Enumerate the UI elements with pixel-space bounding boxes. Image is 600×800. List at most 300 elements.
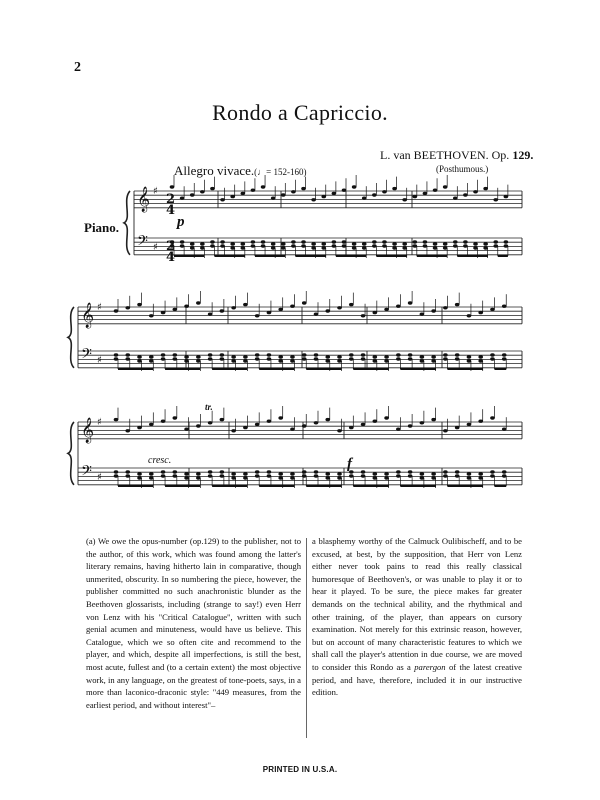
- bass-note: [502, 353, 507, 356]
- bass-note: [396, 474, 401, 477]
- grand-staff-braces: [68, 191, 130, 485]
- treble-note: [373, 420, 378, 423]
- trill-marking: tr.: [205, 402, 213, 412]
- bass-note: [478, 355, 483, 358]
- bass-note: [230, 246, 235, 249]
- bass-note: [455, 353, 460, 356]
- bass-note: [423, 240, 428, 243]
- treble-note: [502, 428, 507, 431]
- treble-note: [243, 426, 248, 429]
- treble-note: [478, 311, 483, 314]
- tempo-text: Allegro vivace.: [174, 163, 255, 178]
- bass-note: [420, 359, 425, 362]
- treble-note: [243, 303, 248, 306]
- bass-note: [325, 476, 330, 479]
- bass-note: [455, 470, 460, 473]
- bass-note: [161, 357, 166, 360]
- bass-note: [384, 476, 389, 479]
- bass-note: [291, 244, 296, 247]
- treble-note: [314, 421, 319, 424]
- bass-note: [220, 474, 225, 477]
- treble-note: [173, 308, 178, 311]
- bass-note: [493, 240, 498, 243]
- page-number: 2: [74, 60, 81, 75]
- bass-note: [302, 474, 307, 477]
- bass-note: [467, 472, 472, 475]
- bass-note: [231, 359, 236, 362]
- bass-note: [314, 474, 319, 477]
- bass-note: [502, 474, 507, 477]
- bass-note: [173, 474, 178, 477]
- bass-note: [137, 359, 142, 362]
- treble-note: [443, 185, 448, 188]
- bass-note: [502, 470, 507, 473]
- bass-note: [231, 472, 236, 475]
- bass-note: [173, 353, 178, 356]
- time-sig-upper-top: 2: [166, 192, 176, 207]
- bass-note: [220, 240, 225, 243]
- instrument-label: Piano.: [84, 220, 120, 235]
- bass-note: [290, 472, 295, 475]
- bass-note: [467, 355, 472, 358]
- treble-note: [332, 192, 337, 195]
- time-signature: [166, 192, 175, 265]
- key-signature-sharp: ♯: [97, 302, 102, 313]
- bass-note: [332, 240, 337, 243]
- bass-note: [408, 353, 413, 356]
- footnote-right-column: [312, 535, 522, 699]
- bass-note: [325, 359, 330, 362]
- bass-note: [362, 242, 367, 245]
- bass-note: [392, 242, 397, 245]
- bass-note: [420, 355, 425, 358]
- bass-note: [443, 474, 448, 477]
- bass-note: [504, 244, 509, 247]
- bass-note: [361, 470, 366, 473]
- bass-note: [196, 359, 201, 362]
- treble-note: [420, 421, 425, 424]
- treble-note: [255, 314, 260, 317]
- bass-note: [243, 355, 248, 358]
- treble-note: [267, 311, 272, 314]
- bass-note: [342, 240, 347, 243]
- bass-note: [373, 359, 378, 362]
- column-divider: [306, 538, 307, 738]
- bass-note: [231, 476, 236, 479]
- bass-note: [408, 357, 413, 360]
- time-sig-lower-top: 2: [166, 239, 176, 254]
- bass-note: [352, 246, 357, 249]
- bass-note: [433, 246, 438, 249]
- bass-note: [125, 470, 130, 473]
- bass-note: [278, 359, 283, 362]
- bass-note: [231, 355, 236, 358]
- treble-note: [180, 197, 185, 200]
- bass-note: [337, 476, 342, 479]
- brace: [124, 191, 130, 255]
- treble-note: [170, 185, 175, 188]
- bass-note: [281, 246, 286, 249]
- treble-note: [349, 426, 354, 429]
- bass-note: [267, 353, 272, 356]
- bass-note: [251, 244, 256, 247]
- bass-note: [443, 470, 448, 473]
- bass-note: [337, 355, 342, 358]
- treble-note: [384, 308, 389, 311]
- bass-note: [402, 242, 407, 245]
- bass-note: [382, 240, 387, 243]
- treble-note: [342, 189, 347, 192]
- bass-note: [125, 353, 130, 356]
- bass-note: [243, 476, 248, 479]
- footnote-left-column: (a) We owe the opus-number (op.129) to the publisher, not to the author, of this work, which was found among the latter's literary remains, having hitherto lain in comparative, though unmerited, obscurity. In so numbering the piece, however, the publisher committed no such anachronistic blunder as the Beethoven glossarists, including (strange to say!) even Herr von Lenz with his "Critical Catalogue", written with such genial acumen and minuteness, would have us believe. This Catalogue, which we so often cite and recommend to the player, and which, despite all imperfections, is still the best, most acute, fullest and (to a certain extent) the most objective work, in any language, on the greatest of tone-poets, says, in a more than laconico-draconic style: "449 measures, from the earliest period, and without interest"–: [86, 536, 301, 710]
- bass-note: [184, 355, 189, 358]
- bass-note: [402, 246, 407, 249]
- bass-note: [337, 359, 342, 362]
- bass-note: [291, 240, 296, 243]
- treble-note: [200, 190, 205, 193]
- treble-clef: 𝄞: [81, 303, 95, 328]
- footnote-right-text-1: a blasphemy worthy of the Calmuck Oulibischeff, and to be excused, at best, by the supposition, that Herr von Lenz either never took pains to read this really classical humoresque of Beethoven's, or was unable to play it or to hear it played. To be sure, the piece makes far greater demands on the technical ability, and the rhythmical and other training, of the player, than appears on cursory examination. Not merely for this extrinsic reason, however, but on account of many characteristic features to which we shall call the player's attention in due course, we are moved to consider this Rondo as a: [312, 536, 522, 672]
- bass-note: [483, 242, 488, 245]
- treble-note: [255, 423, 260, 426]
- bass-note: [208, 474, 213, 477]
- bass-note: [230, 242, 235, 245]
- bass-note: [243, 472, 248, 475]
- bass-note: [220, 470, 225, 473]
- bass-note: [255, 470, 260, 473]
- metronome-marking: (♩= 152-160): [254, 167, 307, 177]
- bass-note: [281, 242, 286, 245]
- bass-note: [382, 244, 387, 247]
- treble-note: [467, 314, 472, 317]
- treble-note: [278, 416, 283, 419]
- treble-note: [337, 429, 342, 432]
- treble-note: [137, 426, 142, 429]
- treble-note: [396, 428, 401, 431]
- treble-note: [463, 193, 468, 196]
- treble-note: [290, 305, 295, 308]
- bass-note: [278, 355, 283, 358]
- bass-note: [490, 470, 495, 473]
- treble-note: [125, 429, 130, 432]
- bass-note: [149, 355, 154, 358]
- treble-note: [392, 187, 397, 190]
- treble-note: [278, 308, 283, 311]
- bass-note: [161, 353, 166, 356]
- composer-name: L. van BEETHOVEN. Op.: [380, 148, 510, 162]
- bass-note: [311, 242, 316, 245]
- bass-note: [161, 474, 166, 477]
- bass-note: [361, 357, 366, 360]
- bass-note: [396, 470, 401, 473]
- bass-note: [184, 472, 189, 475]
- treble-note: [196, 301, 201, 304]
- treble-note: [149, 423, 154, 426]
- key-signature-sharp: ♯: [153, 242, 158, 253]
- treble-note: [220, 418, 225, 421]
- crescendo-marking: cresc.: [148, 455, 172, 466]
- bass-note: [431, 359, 436, 362]
- bass-note: [431, 476, 436, 479]
- bass-note: [408, 470, 413, 473]
- bass-note: [173, 470, 178, 473]
- bass-note: [137, 355, 142, 358]
- footnote-right-italic: parergon: [414, 661, 446, 672]
- treble-note: [114, 418, 119, 421]
- treble-note: [231, 306, 236, 309]
- bass-note: [349, 474, 354, 477]
- treble-note: [493, 198, 498, 201]
- bass-note: [431, 355, 436, 358]
- bass-note: [267, 474, 272, 477]
- bass-note: [210, 240, 215, 243]
- bass-note: [337, 472, 342, 475]
- treble-clef: 𝄞: [137, 187, 151, 212]
- treble-note: [431, 309, 436, 312]
- treble-note: [311, 198, 316, 201]
- treble-note: [161, 420, 166, 423]
- treble-note: [325, 418, 330, 421]
- bass-note: [241, 242, 246, 245]
- treble-note: [443, 306, 448, 309]
- bass-note: [455, 474, 460, 477]
- bass-note: [478, 476, 483, 479]
- bass-note: [302, 353, 307, 356]
- bass-note: [301, 244, 306, 247]
- bass-note: [301, 240, 306, 243]
- bass-note: [490, 357, 495, 360]
- bass-note: [302, 470, 307, 473]
- bass-note: [314, 470, 319, 473]
- bass-note: [290, 355, 295, 358]
- treble-note: [231, 429, 236, 432]
- treble-note: [208, 421, 213, 424]
- bass-note: [372, 240, 377, 243]
- treble-note: [473, 190, 478, 193]
- bass-note: [208, 470, 213, 473]
- bass-clef: 𝄢: [81, 346, 92, 366]
- bass-note: [443, 246, 448, 249]
- treble-note: [502, 305, 507, 308]
- treble-note: [455, 303, 460, 306]
- bass-note: [137, 476, 142, 479]
- treble-note: [271, 197, 276, 200]
- treble-note: [301, 187, 306, 190]
- bass-note: [453, 240, 458, 243]
- bass-note: [314, 353, 319, 356]
- treble-note: [455, 426, 460, 429]
- treble-note: [210, 187, 215, 190]
- bass-note: [342, 244, 347, 247]
- bass-note: [473, 246, 478, 249]
- key-signature-sharp: ♯: [97, 355, 102, 366]
- treble-note: [483, 187, 488, 190]
- posthumous-note: (Posthumous.): [436, 164, 489, 174]
- bass-note: [314, 357, 319, 360]
- bass-note: [420, 472, 425, 475]
- bass-note: [278, 476, 283, 479]
- bass-clef: 𝄢: [81, 463, 92, 483]
- treble-note: [190, 193, 195, 196]
- bass-note: [149, 359, 154, 362]
- treble-note: [290, 428, 295, 431]
- treble-note: [423, 192, 428, 195]
- bass-note: [384, 472, 389, 475]
- bass-note: [372, 244, 377, 247]
- bass-note: [467, 476, 472, 479]
- bass-note: [243, 359, 248, 362]
- bass-note: [443, 357, 448, 360]
- brace: [68, 422, 74, 485]
- bass-note: [413, 240, 418, 243]
- treble-note: [431, 418, 436, 421]
- treble-note: [443, 429, 448, 432]
- treble-note: [402, 198, 407, 201]
- printed-in-usa: PRINTED IN U.S.A.: [262, 765, 338, 774]
- key-signature-sharp: ♯: [97, 472, 102, 483]
- treble-note: [372, 193, 377, 196]
- page-title: Rondo a Capriccio.: [212, 100, 388, 125]
- treble-clef: 𝄞: [81, 418, 95, 443]
- bass-note: [384, 359, 389, 362]
- bass-note: [271, 242, 276, 245]
- bass-note: [200, 246, 205, 249]
- bass-note: [149, 476, 154, 479]
- brace: [68, 307, 74, 368]
- bass-note: [290, 476, 295, 479]
- bass-note: [349, 353, 354, 356]
- bass-note: [196, 472, 201, 475]
- footnote-right-text-2: of the latest creative period, and have, therefore, included it in our instructive edition.: [312, 661, 522, 698]
- bass-note: [311, 246, 316, 249]
- bass-note: [473, 242, 478, 245]
- bass-note: [125, 357, 130, 360]
- bass-note: [493, 244, 498, 247]
- bass-note: [384, 355, 389, 358]
- treble-note: [184, 305, 189, 308]
- treble-note: [114, 309, 119, 312]
- bass-note: [321, 242, 326, 245]
- bass-note: [267, 470, 272, 473]
- bass-note: [325, 472, 330, 475]
- bass-note: [478, 359, 483, 362]
- bass-note: [361, 353, 366, 356]
- bass-note: [180, 240, 185, 243]
- bass-note: [433, 242, 438, 245]
- bass-note: [200, 242, 205, 245]
- bass-note: [443, 353, 448, 356]
- treble-note: [184, 428, 189, 431]
- treble-note: [362, 197, 367, 200]
- bass-note: [504, 240, 509, 243]
- treble-note: [349, 303, 354, 306]
- bass-note: [208, 353, 213, 356]
- bass-note: [184, 359, 189, 362]
- bass-note: [321, 246, 326, 249]
- treble-note: [302, 424, 307, 427]
- key-signature-sharp: ♯: [153, 186, 158, 197]
- treble-note: [382, 190, 387, 193]
- treble-note: [504, 195, 509, 198]
- treble-note: [302, 301, 307, 304]
- dynamic-forte: f: [347, 456, 352, 472]
- bass-note: [463, 244, 468, 247]
- bass-note: [467, 359, 472, 362]
- treble-note: [149, 314, 154, 317]
- treble-note: [267, 420, 272, 423]
- treble-note: [261, 185, 266, 188]
- treble-note: [361, 314, 366, 317]
- treble-note: [408, 301, 413, 304]
- dynamic-piano: p: [177, 214, 185, 230]
- bass-note: [114, 353, 119, 356]
- bass-note: [190, 246, 195, 249]
- bass-note: [483, 246, 488, 249]
- bass-note: [478, 472, 483, 475]
- treble-note: [337, 306, 342, 309]
- treble-note: [230, 195, 235, 198]
- bass-note: [267, 357, 272, 360]
- bass-note: [302, 357, 307, 360]
- bass-note: [361, 474, 366, 477]
- bass-note: [463, 240, 468, 243]
- bass-note: [352, 242, 357, 245]
- bass-note: [196, 476, 201, 479]
- bass-note: [278, 472, 283, 475]
- treble-note: [291, 190, 296, 193]
- notes: [114, 175, 508, 488]
- bass-note: [502, 357, 507, 360]
- bass-note: [373, 355, 378, 358]
- bass-note: [184, 476, 189, 479]
- bass-note: [325, 355, 330, 358]
- bass-note: [161, 470, 166, 473]
- treble-note: [220, 309, 225, 312]
- bass-note: [332, 244, 337, 247]
- bass-note: [173, 357, 178, 360]
- treble-note: [490, 416, 495, 419]
- treble-note: [361, 423, 366, 426]
- treble-note: [314, 313, 319, 316]
- bass-note: [396, 357, 401, 360]
- bass-note: [125, 474, 130, 477]
- bass-note: [180, 244, 185, 247]
- bass-note: [413, 244, 418, 247]
- treble-note: [396, 305, 401, 308]
- bass-note: [396, 353, 401, 356]
- bass-note: [255, 353, 260, 356]
- treble-note: [352, 185, 357, 188]
- bass-note: [490, 353, 495, 356]
- bass-note: [271, 246, 276, 249]
- bass-note: [423, 244, 428, 247]
- treble-note: [137, 303, 142, 306]
- treble-note: [208, 313, 213, 316]
- treble-note: [325, 309, 330, 312]
- bass-note: [255, 357, 260, 360]
- opus-number: 129.: [512, 148, 534, 162]
- bass-note: [443, 242, 448, 245]
- treble-note: [453, 197, 458, 200]
- bass-note: [261, 244, 266, 247]
- bass-note: [220, 357, 225, 360]
- treble-note: [321, 195, 326, 198]
- bass-note: [251, 240, 256, 243]
- bass-note: [490, 474, 495, 477]
- treble-note: [173, 416, 178, 419]
- treble-note: [241, 192, 246, 195]
